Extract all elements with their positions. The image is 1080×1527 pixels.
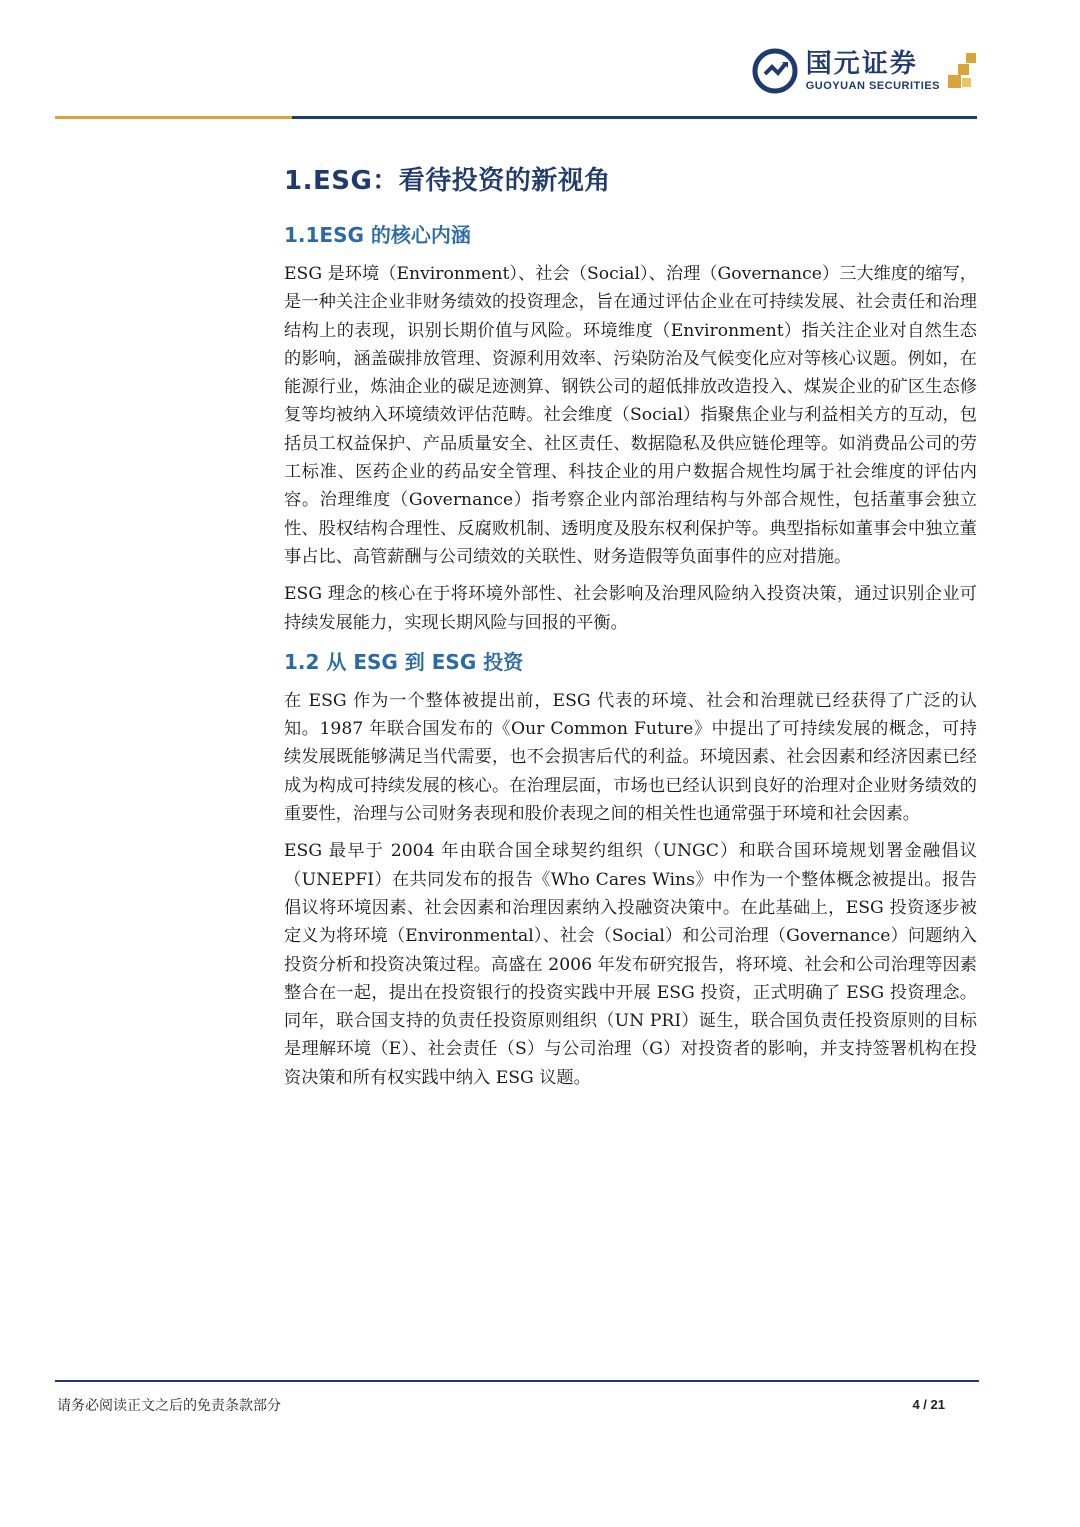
disclaimer-note: 请务必阅读正文之后的免责条款部分	[57, 1398, 281, 1414]
logo-english-name: GUOYUAN SECURITIES	[805, 80, 940, 92]
footer-divider	[55, 1380, 979, 1382]
paragraph: 在 ESG 作为一个整体被提出前，ESG 代表的环境、社会和治理就已经获得了广泛的认知。1987 年联合国发布的《Our Common Future》中提出了可持续发展的概念，可持续发展既能够满足当代需要，也不会损害后代的利益。环境因素、社会因素和经济因素已经成为构成可持续发展的核心。在治理层面，市场也已经认识到良好的治理对企业财务绩效的重要性，治理与公司财务表现和股价表现之间的相关性也通常强于环境和社会因素。	[284, 690, 977, 825]
guoyuan-emblem-icon	[752, 48, 798, 94]
header-divider	[55, 116, 977, 119]
paragraph: ESG 最早于 2004 年由联合国全球契约组织（UNGC）和联合国环境规划署金融倡议（UNEPFI）在共同发布的报告《Who Cares Wins》中作为一个整体概念被提出。报告倡议将环境因素、社会因素和治理因素纳入投融资决策中。在此基础上，ESG 投资逐步被定义为将环境（Environmental）、社会（Social）和公司治理（Governance）问题纳入投资分析和投资决策过程。高盛在 2006 年发布研究报告，将环境、社会和公司治理等因素整合在一起，提出在投资银行的投资实践中开展 ESG 投资，正式明确了 ESG 投资理念。同年，联合国支持的负责任投资原则组织（UN PRI）诞生，联合国负责任投资原则的目标是理解环境（E）、社会责任（S）与公司治理（G）对投资者的影响，并支持签署机构在投资决策和所有权实践中纳入 ESG 议题。	[284, 841, 977, 1088]
page-number: 4 / 21	[912, 1397, 945, 1412]
paragraph: ESG 理念的核心在于将环境外部性、社会影响及治理风险纳入投资决策，通过识别企业可持续发展能力，实现长期风险与回报的平衡。	[284, 584, 977, 633]
subsection-title-1-1: 1.1ESG 的核心内涵	[284, 223, 471, 247]
logo-chinese-name: 国元证券	[805, 49, 918, 79]
subsection-title-1-2: 1.2 从 ESG 到 ESG 投资	[284, 649, 524, 674]
gold-squares-icon	[946, 51, 982, 91]
company-logo	[752, 48, 982, 94]
paragraph: ESG 是环境（Environment）、社会（Social）、治理（Governance）三大维度的缩写，是一种关注企业非财务绩效的投资理念，旨在通过评估企业在可持续发展、社会责任和治理结构上的表现，识别长期价值与风险。环境维度（Environment）指关注企业对自然生态的影响，涵盖碳排放管理、资源利用效率、污染防治及气候变化应对等核心议题。例如，在能源行业，炼油企业的碳足迹测算、钢铁公司的超低排放改造投入、煤炭企业的矿区生态修复等均被纳入环境绩效评估范畴。社会维度（Social）指聚焦企业与利益相关方的互动，包括员工权益保护、产品质量安全、社区责任、数据隐私及供应链伦理等。如消费品公司的劳工标准、医药企业的药品安全管理、科技企业的用户数据合规性均属于社会维度的评估内容。治理维度（Governance）指考察企业内部治理结构与外部合规性，包括董事会独立性、股权结构合理性、反腐败机制、透明度及股东权利保护等。典型指标如董事会中独立董事占比、高管薪酬与公司绩效的关联性、财务造假等负面事件的应对措施。	[284, 264, 977, 567]
document-body	[284, 160, 977, 1101]
section-title: 1.ESG：看待投资的新视角	[284, 166, 611, 196]
